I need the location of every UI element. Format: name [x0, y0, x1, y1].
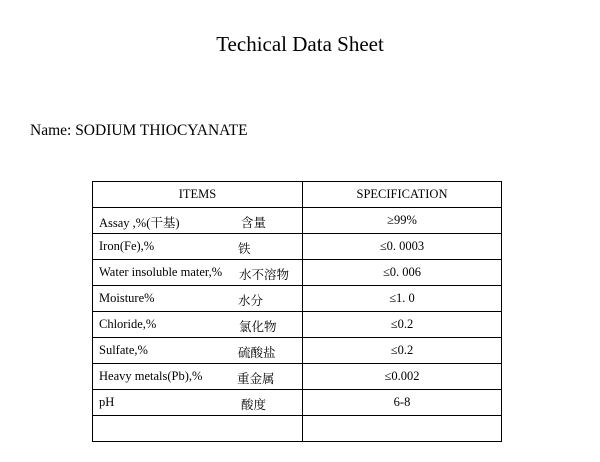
item-name-cn: 重金属 [237, 372, 275, 386]
product-name: Name: SODIUM THIOCYANATE [30, 122, 248, 139]
item-name-en: Sulfate,% [99, 343, 148, 357]
spec-value: ≤0.002 [303, 364, 502, 390]
item-name-en: Iron(Fe),% [99, 239, 155, 253]
item-name-en: pH [99, 395, 115, 409]
table-header-row [93, 182, 502, 208]
spec-value: ≤0. 0003 [303, 234, 502, 260]
item-cell [93, 390, 303, 416]
item-cell [93, 286, 303, 312]
item-name-cn: 水不溶物 [239, 268, 290, 282]
item-name-en: Chloride,% [99, 317, 157, 331]
item-name-cn: 氯化物 [239, 320, 277, 334]
spec-value: ≤0.2 [303, 312, 502, 338]
spec-value: 6-8 [303, 390, 502, 416]
table-row [93, 312, 502, 338]
item-cell [93, 364, 303, 390]
table-row [93, 364, 502, 390]
spec-value: ≥99% [303, 208, 502, 234]
spec-value: ≤0.2 [303, 338, 502, 364]
specification-table [92, 181, 502, 442]
table-row [93, 234, 502, 260]
spec-value: ≤1. 0 [303, 286, 502, 312]
table-row [93, 416, 502, 442]
table-row [93, 390, 502, 416]
item-name-en: Heavy metals(Pb),% [99, 369, 203, 383]
table-row [93, 286, 502, 312]
item-name-cn: 硫酸盐 [238, 346, 276, 360]
table-row [93, 338, 502, 364]
item-name-en: Moisture% [99, 291, 155, 305]
table-row [93, 260, 502, 286]
item-cell [93, 416, 303, 442]
item-cell [93, 312, 303, 338]
item-cell [93, 234, 303, 260]
spec-value: ≤0. 006 [303, 260, 502, 286]
item-name-cn: 含量 [241, 216, 267, 230]
column-header-items: ITEMS [93, 182, 303, 208]
item-name-cn: 铁 [238, 242, 251, 256]
item-cell [93, 208, 303, 234]
table-row [93, 208, 502, 234]
item-name-cn: 水分 [238, 294, 264, 308]
item-name-en: Water insoluble mater,% [99, 265, 223, 279]
column-header-specification: SPECIFICATION [303, 182, 502, 208]
item-name-en: Assay ,%(干基) [99, 216, 180, 230]
item-cell [93, 260, 303, 286]
item-cell [93, 338, 303, 364]
spec-value [303, 416, 502, 442]
document-title: Techical Data Sheet [216, 32, 384, 56]
item-name-cn: 酸度 [241, 398, 267, 412]
